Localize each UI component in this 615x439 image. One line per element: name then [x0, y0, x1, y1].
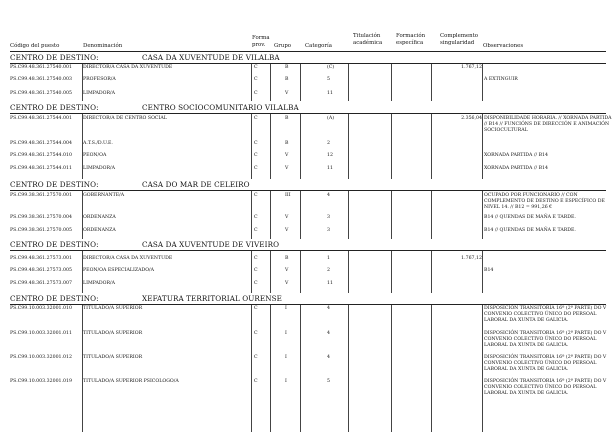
column-separator — [300, 64, 301, 101]
header-rule — [10, 51, 606, 52]
column-separator — [482, 305, 483, 432]
header-categoria: Categoría — [305, 43, 332, 49]
column-separator — [251, 251, 252, 293]
section-name: XEFATURA TERRITORIAL OURENSE — [142, 294, 283, 303]
column-separator — [270, 114, 271, 179]
column-separator — [300, 114, 301, 179]
column-separator — [482, 64, 483, 101]
section-name: CENTRO SOCIOCOMUNITARIO VILALBA — [142, 103, 299, 112]
section-label: CENTRO DE DESTINO: — [10, 103, 99, 112]
column-separator — [270, 64, 271, 101]
column-separator — [270, 191, 271, 239]
column-separator — [431, 305, 432, 432]
section-rule — [10, 63, 606, 64]
section-label: CENTRO DE DESTINO: — [10, 53, 99, 62]
column-separator — [391, 305, 392, 432]
column-separator — [348, 251, 349, 293]
header-forma-2: prov. — [252, 42, 266, 48]
header-formacion-1: Formación — [396, 33, 426, 39]
section-name: CASA DA XUVENTUDE DE VIVEIRO — [142, 240, 280, 249]
column-separator — [431, 251, 432, 293]
column-separator — [391, 64, 392, 101]
column-separator — [300, 305, 301, 432]
column-separator — [431, 64, 432, 101]
column-separator — [82, 305, 83, 432]
section-name: CASA DO MAR DE CELEIRO — [142, 180, 250, 189]
column-separator — [482, 114, 483, 179]
column-separator — [251, 191, 252, 239]
header-observaciones: Observaciones — [483, 43, 524, 49]
column-separator — [391, 114, 392, 179]
column-separator — [82, 191, 83, 239]
column-separator — [82, 114, 83, 179]
header-grupo: Grupo — [274, 43, 292, 49]
column-separator — [391, 251, 392, 293]
column-separator — [431, 114, 432, 179]
column-separator — [391, 191, 392, 239]
column-separator — [82, 64, 83, 101]
header-complemento-2: singularidad — [440, 40, 475, 46]
header-denominacion: Denominación — [83, 43, 123, 49]
section-name: CASA DA XUVENTUDE DE VILALBA — [142, 53, 280, 62]
column-separator — [300, 251, 301, 293]
section-rule — [10, 113, 606, 114]
header-codigo: Código del puesto — [10, 43, 60, 49]
section-rule — [10, 304, 606, 305]
header-formacion-2: específica — [396, 40, 424, 46]
section-label: CENTRO DE DESTINO: — [10, 240, 99, 249]
column-separator — [431, 191, 432, 239]
column-separator — [270, 251, 271, 293]
column-separator — [300, 191, 301, 239]
section-rule — [10, 250, 606, 251]
column-separator — [482, 191, 483, 239]
column-separator — [82, 251, 83, 293]
column-separator — [348, 114, 349, 179]
header-forma-1: Forma — [252, 35, 270, 41]
section-label: CENTRO DE DESTINO: — [10, 294, 99, 303]
column-separator — [348, 191, 349, 239]
column-separator — [482, 251, 483, 293]
header-complemento-1: Complemento — [440, 33, 479, 39]
column-separator — [270, 305, 271, 432]
section-rule — [10, 190, 606, 191]
header-titulacion-2: académica — [353, 40, 383, 46]
column-separator — [251, 114, 252, 179]
column-separator — [348, 305, 349, 432]
column-separator — [251, 64, 252, 101]
header-titulacion-1: Titulación — [353, 33, 381, 39]
document-page: Código del puesto Denominación Forma prov. Grupo Categoría Titulación académica Formación específica Complemento singularidad Observaciones CENTRO DE DESTINO: CASA DA XUVENTUDE DE VILALBA PS.C99.48.361.27540.001 DIRECTOR/A CASA DA XUVENTUDE C B (C) 1.767,12 PS.C99.48.361.27540.003 PROFESOR/A C B 5 A EXTINGUIR PS.C99.48.361.27540.005 LIMPADOR/A C V 11 CENTRO DE DESTINO: CENTRO SOCIOCOMUNITARIO VILALBA PS.C99.48.361.27544.001 DIRECTOR/A DE CENTRO SOCIAL C B (A) 2.356,04 DISPONIBILIDADE HORARIA. // XORNADA PARTIDA // B14 // FUNCIÓNS DE DIRECCIÓN E ANIMACIÓN SOCIOCULTURAL PS.C99.48.361.27544.004 A.T.S./D.U.E. C B 2 PS.C99.48.361.27544.010 PEON/OA C V 12 XORNADA PARTIDA // B14 PS.C99.48.361.27544.011 LIMPADOR/A C V 11 XORNADA PARTIDA // B14 CENTRO DE DESTINO: CASA DO MAR DE CELEIRO PS.C99.38.361.27570.001 GOBERNANTE/A C III 4 OCUPADO POR FUNCIONARIO // CON COMPLEMENTO DE DESTINO E ESPECÍFICO DE NIVEL 14. // B12 = 991,26 € PS.C99.38.361.27570.004 ORDENANZA C V 3 B14 // QUENDAS DE MAÑA E TARDE. PS.C99.38.361.27570.005 ORDENANZA C V 3 B14 // QUENDAS DE MAÑA E TARDE. CENTRO DE DESTINO: CASA DA XUVENTUDE DE VIVEIRO PS.C99.48.361.27573.001 DIRECTOR/A CASA DA XUVENTUDE C B 1 1.767,12 PS.C99.48.361.27573.005 PEON/OA ESPECIALIZADO/A C V 2 B14 PS.C99.48.361.27573.007 LIMPADOR/A C V 11 CENTRO DE DESTINO: XEFATURA TERRITORIAL OURENSE PS.C99.10.003.32001.010 TITULADO/A SUPERIOR C I 4 DISPOSICIÓN TRANSITORIA 16ª (2ª PARTE) DO V CONVENIO COLECTIVO ÚNICO DO PERSOAL LABORAL DA XUNTA DE GALICIA. PS.C99.10.003.32001.011 TITULADO/A SUPERIOR C I 4 DISPOSICIÓN TRANSITORIA 16ª (2ª PARTE) DO V CONVENIO COLECTIVO ÚNICO DO PERSOAL LABORAL DA XUNTA DE GALICIA. PS.C99.10.003.32001.012 TITULADO/A SUPERIOR C I 4 DISPOSICIÓN TRANSITORIA 16ª (2ª PARTE) DO V CONVENIO COLECTIVO ÚNICO DO PERSOAL LABORAL DA XUNTA DE GALICIA. PS.C99.10.003.32001.019 TITULADO/A SUPERIOR PSICOLOGO/A C I 5 DISPOSICIÓN TRANSITORIA 16ª (2ª PARTE) DO V CONVENIO COLECTIVO ÚNICO DO PERSOAL LABORAL DA XUNTA DE GALICIA. — [0, 0, 615, 439]
section-label: CENTRO DE DESTINO: — [10, 180, 99, 189]
column-separator — [348, 64, 349, 101]
column-separator — [251, 305, 252, 432]
